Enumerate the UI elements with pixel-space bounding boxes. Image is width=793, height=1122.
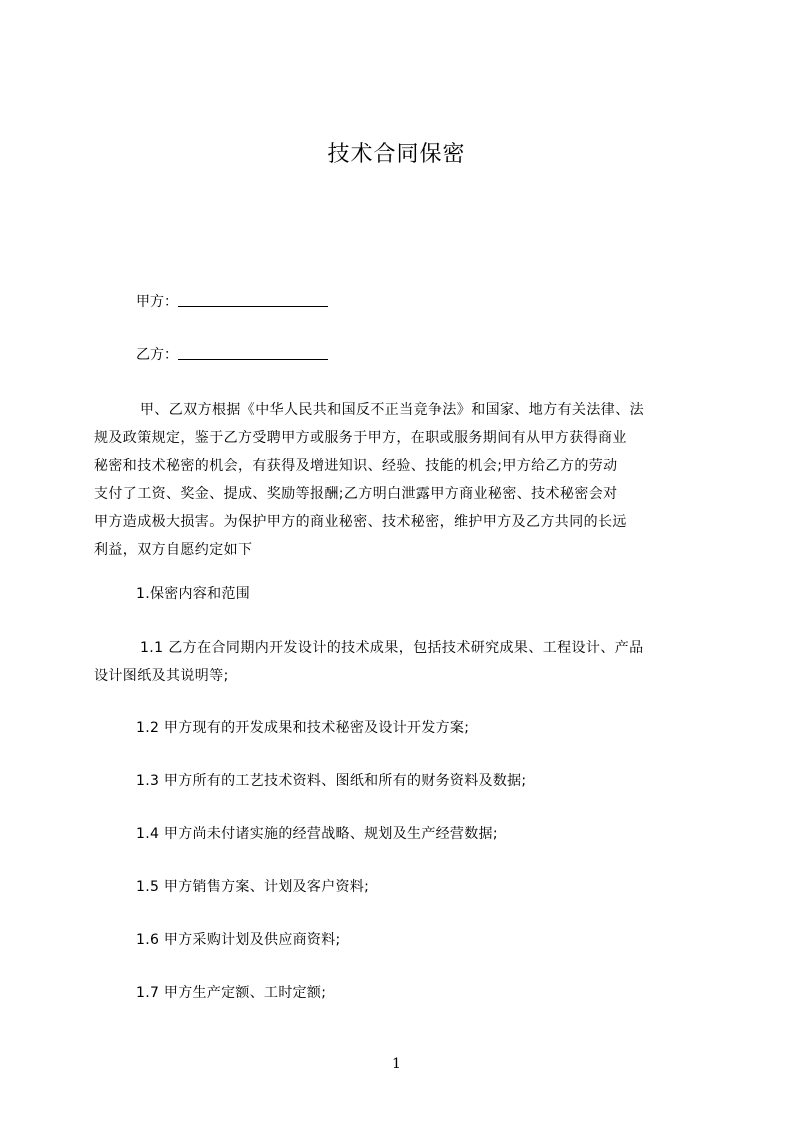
party-b-blank xyxy=(178,345,328,360)
preamble-paragraph xyxy=(94,396,702,564)
item-1-7: 1.7 甲方生产定额、工时定额; xyxy=(136,985,327,1001)
party-b-line xyxy=(136,345,328,365)
preamble-line: 利益，双方自愿约定如下 xyxy=(94,542,253,558)
item-1-3: 1.3 甲方所有的工艺技术资料、图纸和所有的财务资料及数据; xyxy=(136,773,527,789)
item-1-1 xyxy=(94,634,702,690)
item-1-2: 1.2 甲方现有的开发成果和技术秘密及设计开发方案; xyxy=(136,720,470,736)
item-1-1-line: 设计图纸及其说明等; xyxy=(94,668,229,684)
preamble-line: 支付了工资、奖金、提成、奖励等报酬;乙方明白泄露甲方商业秘密、技术秘密会对 xyxy=(94,486,618,502)
preamble-line: 秘密和技术秘密的机会，有获得及增进知识、经验、技能的机会;甲方给乙方的劳动 xyxy=(94,458,618,474)
party-a-blank xyxy=(178,292,328,307)
item-1-1-line: 1.1 乙方在合同期内开发设计的技术成果，包括技术研究成果、工程设计、产品 xyxy=(140,640,644,656)
page-number: 1 xyxy=(392,1056,401,1072)
preamble-line: 规及政策规定，鉴于乙方受聘甲方或服务于甲方，在职或服务期间有从甲方获得商业 xyxy=(94,430,627,446)
party-a-line xyxy=(136,292,328,312)
party-a-label: 甲方： xyxy=(136,294,178,310)
item-1-6: 1.6 甲方采购计划及供应商资料; xyxy=(136,932,341,948)
document-title: 技术合同保密 xyxy=(327,142,466,167)
preamble-line: 甲、乙双方根据《中华人民共和国反不正当竞争法》和国家、地方有关法律、法 xyxy=(140,402,644,418)
item-1-5: 1.5 甲方销售方案、计划及客户资料; xyxy=(136,879,370,895)
item-1-4: 1.4 甲方尚未付诸实施的经营战略、规划及生产经营数据; xyxy=(136,826,498,842)
section-1-heading: 1.保密内容和范围 xyxy=(136,586,251,602)
party-b-label: 乙方： xyxy=(136,347,178,363)
preamble-line: 甲方造成极大损害。为保护甲方的商业秘密、技术秘密，维护甲方及乙方共同的长远 xyxy=(94,514,627,530)
